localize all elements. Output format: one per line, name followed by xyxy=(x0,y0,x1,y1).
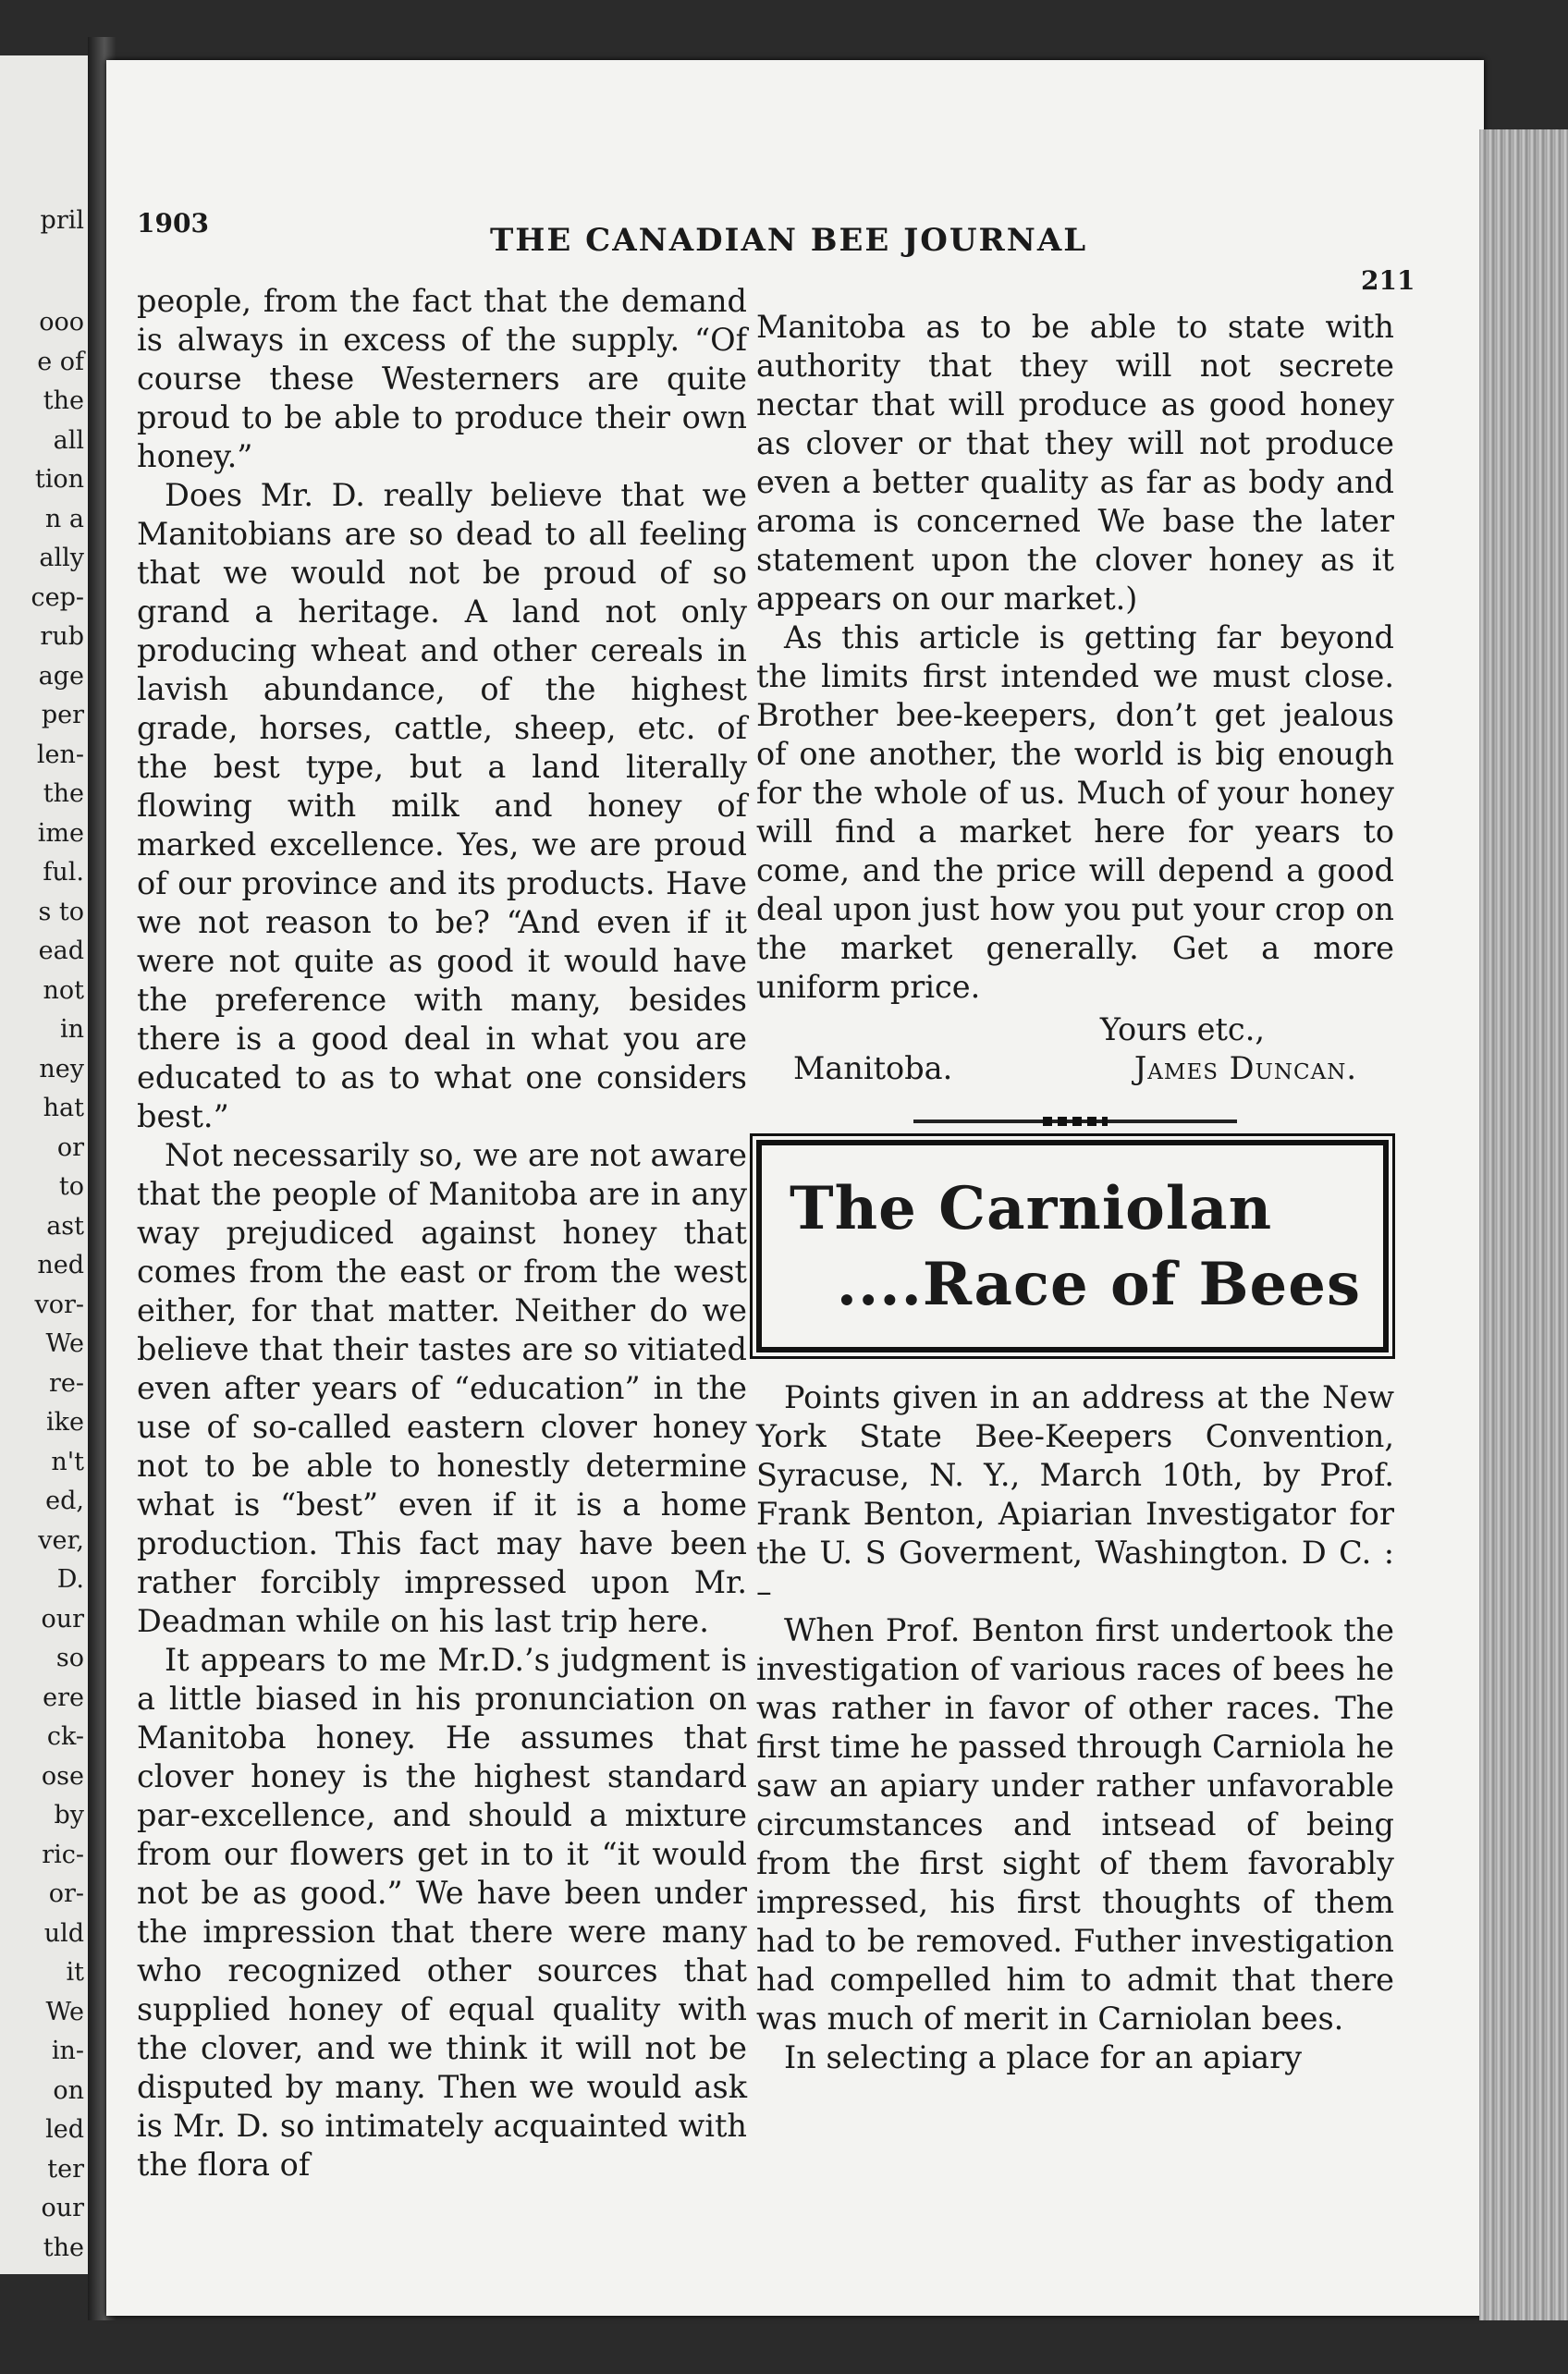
adjacent-page-text: ere xyxy=(43,1683,84,1712)
author-place: Manitoba. xyxy=(793,1050,953,1086)
adjacent-page-text: ric- xyxy=(42,1840,84,1869)
adjacent-page-text: ooo xyxy=(39,308,84,337)
paragraph: Not necessarily so, we are not aware that the people of Manitoba are in any way prejudiced against honey that comes from the east or from the west either, for that matter. Neither do we believe that their tastes are so vitiated even after years of “education” in the use of so-called eastern clover honey not to be able to honestly determine what is “best” even if it is a home production. This fact may have been rather forcibly impressed upon Mr. Deadman while on his last trip here. xyxy=(137,1137,747,1639)
paragraph: Points given in an address at the New York State Bee-Keepers Convention, Syracuse, N. Y., March 10th, by Prof. Frank Benton, Apiarian Investigator for the U. S Goverment, Washington. D C. : – xyxy=(756,1379,1394,1609)
adjacent-page-text: rub xyxy=(40,622,84,651)
adjacent-page-text: our xyxy=(41,1604,84,1634)
adjacent-page-text: vor- xyxy=(34,1290,84,1319)
adjacent-page-text: ally xyxy=(39,544,84,572)
adjacent-page-text: age xyxy=(38,661,84,691)
adjacent-page-text: tion xyxy=(34,465,84,494)
page-number: 211 xyxy=(1361,265,1415,296)
paragraph: As this article is getting far beyond the limits first intended we must close. Brother bee-keepers, don’t get jealous of one another, the world is big enough for the whole of us. Much of your honey will find a market here for years to come, and the price will depend a good deal upon just how you put your crop on the market generally. Get a more uniform price. xyxy=(756,619,1394,1005)
adjacent-page-text: s to xyxy=(38,897,84,926)
signoff-closing: Yours etc., xyxy=(1099,1011,1265,1047)
adjacent-page-text: the xyxy=(43,779,84,808)
paragraph: Manitoba as to be able to state with authority that they will not secrete nectar that will produce as good honey as clover or that they will not produce even a better quality as far as body and aroma is concerned We base the later statement upon the clover honey as it appears on our market.) xyxy=(756,309,1394,617)
adjacent-page-text: re- xyxy=(48,1368,84,1398)
adjacent-page-text: our xyxy=(41,2194,84,2222)
adjacent-page-text: ead xyxy=(38,936,84,965)
article-title-line2: ....Race of Bees xyxy=(836,1250,1361,1319)
paragraph: It appears to me Mr.D.’s judgment is a little biased in his pronunciation on Manitoba honey. He assumes that clover honey is the highest standard par-excellence, and should a mixture from our flowers get in to it “it would not be as good.” We have been under the impression that there were many who recognized other sources that supplied honey of equal quality with the clover, and we think it will not be disputed by many. Then we would ask is Mr. D. so intimately acquainted with the flora of xyxy=(137,1642,747,2183)
adjacent-page-text: per xyxy=(41,701,84,729)
adjacent-page-text: D. xyxy=(56,1565,84,1594)
adjacent-page-text: or xyxy=(56,1132,84,1162)
adjacent-page-text: ed, xyxy=(45,1487,84,1515)
adjacent-page-text: all xyxy=(53,425,84,455)
adjacent-page-text: cep- xyxy=(31,582,84,612)
journal-title: THE CANADIAN BEE JOURNAL xyxy=(490,222,1088,259)
paragraph: Does Mr. D. really believe that we Manitobians are so dead to all feeling that we would not be proud of so grand a heritage. A land not only producing wheat and other cereals in lavish abundance, of the highest grade, horses, cattle, sheep, etc. of the best type, but a land literally flowing with milk and honey of marked excellence. Yes, we are proud of our province and its products. Have we not reason to be? “And even if it were not quite as good it would have the preference with many, besides there is a good deal in what you are educated to as to what one considers best.” xyxy=(137,477,747,1134)
adjacent-page-text: ter xyxy=(47,2154,84,2184)
adjacent-page-text: ney xyxy=(39,1054,84,1083)
section-divider xyxy=(913,1120,1237,1123)
adjacent-page-text: ike xyxy=(46,1408,84,1437)
adjacent-page-text: ose xyxy=(41,1761,84,1791)
adjacent-page-text: the xyxy=(43,386,84,415)
adjacent-page-text: in xyxy=(59,1015,84,1044)
adjacent-page-text: ned xyxy=(37,1251,84,1279)
adjacent-page-text: ful. xyxy=(43,858,84,887)
adjacent-page-text: so xyxy=(55,1644,84,1672)
adjacent-page xyxy=(0,55,91,2274)
adjacent-page-text: not xyxy=(43,975,84,1005)
paragraph: In selecting a place for an apiary xyxy=(784,2039,1303,2075)
adjacent-page-text: hat xyxy=(43,1094,84,1122)
adjacent-page-text: n a xyxy=(44,504,84,533)
right-column xyxy=(756,308,1394,2077)
article-title-box xyxy=(756,1140,1389,1352)
left-column xyxy=(137,282,747,2184)
paragraph: When Prof. Benton first undertook the investigation of various races of bees he was rather in favor of other races. The first time he passed through Carniola he saw an apiary under rather unfavorable circumstances and intsead of being from the first sight of them favorably impressed, his first thoughts of them had to be removed. Futher investigation had compelled him to admit that there was much of merit in Carniolan bees. xyxy=(756,1612,1394,2037)
author-name: James Duncan. xyxy=(1133,1050,1357,1086)
adjacent-page-text: in- xyxy=(51,2037,84,2065)
adjacent-page-text: on xyxy=(53,2075,84,2105)
adjacent-page-text: to xyxy=(58,1172,84,1201)
adjacent-page-text: len- xyxy=(36,740,84,769)
adjacent-page-text: by xyxy=(54,1801,84,1829)
adjacent-page-text: ver, xyxy=(38,1525,84,1555)
adjacent-page-text: n't xyxy=(51,1447,84,1476)
adjacent-page-text: ck- xyxy=(46,1722,84,1751)
adjacent-page-text: or- xyxy=(48,1879,84,1908)
adjacent-page-text: e of xyxy=(37,347,84,376)
header-year: 1903 xyxy=(137,208,209,239)
adjacent-page-text: We xyxy=(45,1329,84,1358)
adjacent-page-text: the xyxy=(43,2233,84,2262)
adjacent-page-text: ime xyxy=(37,818,84,848)
adjacent-page-text: it xyxy=(66,1958,84,1987)
adjacent-page-text: We xyxy=(45,1997,84,2026)
paragraph: people, from the fact that the demand is always in excess of the supply. “Of course these Westerners are quite proud to be able to produce their own honey.” xyxy=(137,283,747,474)
article-title-line1: The Carniolan xyxy=(790,1174,1273,1243)
adjacent-page-text: pril xyxy=(40,206,84,235)
page-stack-edge xyxy=(1479,129,1568,2320)
adjacent-page-text: led xyxy=(45,2115,84,2144)
adjacent-page-text: uld xyxy=(43,1918,84,1948)
adjacent-page-text: ast xyxy=(46,1211,84,1241)
